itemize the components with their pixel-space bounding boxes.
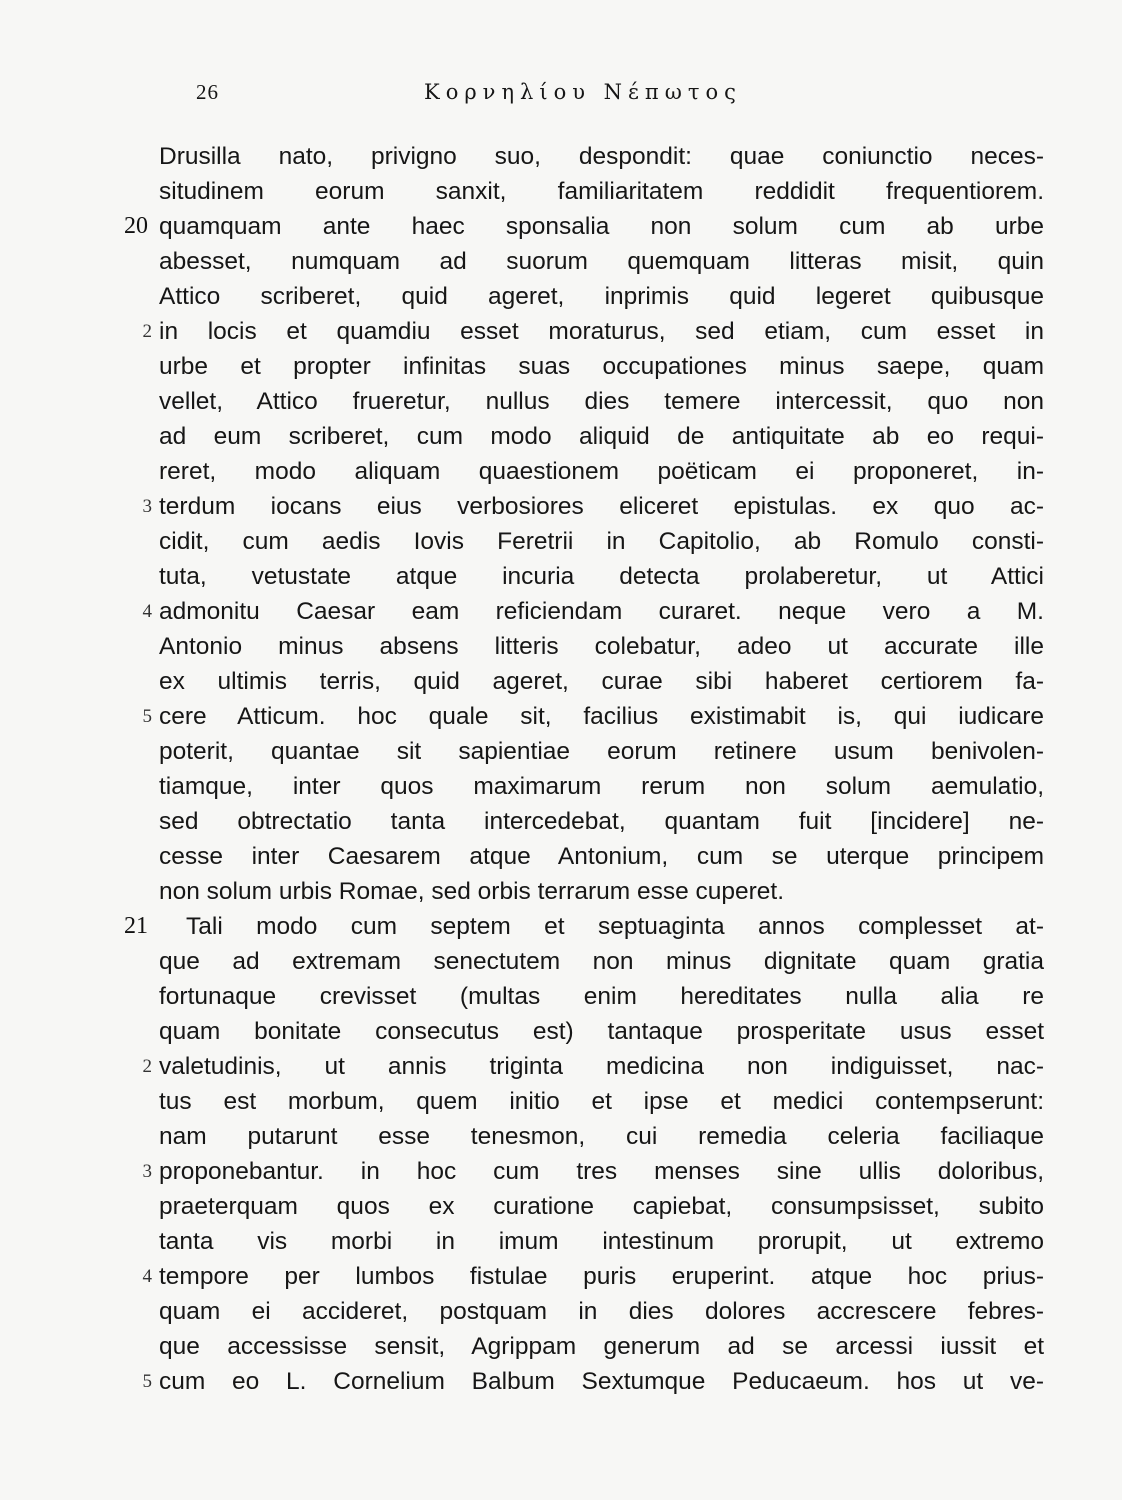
text-line	[0, 209, 1122, 244]
text-line	[0, 139, 1122, 174]
line-text: valetudinis, ut annis triginta medicina non indiguisset, nac-	[159, 1053, 1044, 1080]
line-text: tanta vis morbi in imum intestinum prorupit, ut extremo	[159, 1228, 1044, 1255]
line-text: praeterquam quos ex curatione capiebat, consumpsisset, subito	[159, 1193, 1044, 1220]
line-text: urbe et propter infinitas suas occupationes minus saepe, quam	[159, 353, 1044, 380]
line-text: admonitu Caesar eam reficiendam curaret. neque vero a M.	[159, 598, 1044, 625]
text-line	[0, 1189, 1122, 1224]
line-text: fortunaque crevisset (multas enim hereditates nulla alia re	[159, 983, 1044, 1010]
text-line	[0, 1154, 1122, 1189]
text-line	[0, 1364, 1122, 1399]
line-text: cidit, cum aedis Iovis Feretrii in Capitolio, ab Romulo consti-	[159, 528, 1044, 555]
page-number: 26	[196, 80, 219, 104]
margin-number: 2	[142, 1056, 152, 1077]
line-text: poterit, quantae sit sapientiae eorum retinere usum benivolen-	[159, 738, 1044, 765]
text-line	[0, 874, 1122, 909]
chapter-number: 21	[124, 913, 148, 939]
text-line	[0, 944, 1122, 979]
text-line	[0, 1084, 1122, 1119]
line-text: vellet, Attico frueretur, nullus dies temere intercessit, quo non	[159, 388, 1044, 415]
line-text: tempore per lumbos fistulae puris eruperint. atque hoc prius-	[159, 1263, 1044, 1290]
running-head: Κορνηλίου Νέπωτος	[424, 80, 742, 104]
text-line	[0, 384, 1122, 419]
text-body	[0, 139, 1122, 1399]
text-line	[0, 279, 1122, 314]
margin-number: 3	[142, 496, 152, 517]
line-text: sed obtrectatio tanta intercedebat, quantam fuit [incidere] ne-	[159, 808, 1044, 835]
text-line	[0, 909, 1122, 944]
text-line	[0, 489, 1122, 524]
margin-number: 4	[142, 1266, 152, 1287]
line-text: cesse inter Caesarem atque Antonium, cum se uterque principem	[159, 843, 1044, 870]
margin-number: 5	[142, 706, 152, 727]
text-line	[0, 1014, 1122, 1049]
line-text: terdum iocans eius verbosiores eliceret epistulas. ex quo ac-	[159, 493, 1044, 520]
text-line	[0, 174, 1122, 209]
line-text: ex ultimis terris, quid ageret, curae sibi haberet certiorem fa-	[159, 668, 1044, 695]
line-text: in locis et quamdiu esset moraturus, sed etiam, cum esset in	[159, 318, 1044, 345]
text-line	[0, 1329, 1122, 1364]
text-line	[0, 1119, 1122, 1154]
line-text: tuta, vetustate atque incuria detecta prolaberetur, ut Attici	[159, 563, 1044, 590]
line-text: Drusilla nato, privigno suo, despondit: quae coniunctio neces-	[159, 143, 1044, 170]
text-line	[0, 594, 1122, 629]
line-text: cere Atticum. hoc quale sit, facilius existimabit is, qui iudicare	[159, 703, 1044, 730]
line-text: ad eum scriberet, cum modo aliquid de antiquitate ab eo requi-	[159, 423, 1044, 450]
text-line	[0, 699, 1122, 734]
text-line	[0, 734, 1122, 769]
margin-number: 5	[142, 1371, 152, 1392]
text-line	[0, 454, 1122, 489]
line-text: Tali modo cum septem et septuaginta annos complesset at-	[186, 913, 1044, 940]
chapter-number: 20	[124, 213, 148, 239]
text-line	[0, 769, 1122, 804]
line-text: Attico scriberet, quid ageret, inprimis quid legeret quibusque	[159, 283, 1044, 310]
margin-number: 3	[142, 1161, 152, 1182]
text-line	[0, 1259, 1122, 1294]
text-line	[0, 419, 1122, 454]
text-line	[0, 664, 1122, 699]
text-line	[0, 804, 1122, 839]
text-line	[0, 349, 1122, 384]
line-text: que ad extremam senectutem non minus dignitate quam gratia	[159, 948, 1044, 975]
text-line	[0, 524, 1122, 559]
margin-number: 2	[142, 321, 152, 342]
text-line	[0, 979, 1122, 1014]
text-line	[0, 244, 1122, 279]
line-text: cum eo L. Cornelium Balbum Sextumque Peducaeum. hos ut ve-	[159, 1368, 1044, 1395]
text-line	[0, 1224, 1122, 1259]
line-text: tiamque, inter quos maximarum rerum non solum aemulatio,	[159, 773, 1044, 800]
line-text: que accessisse sensit, Agrippam generum ad se arcessi iussit et	[159, 1333, 1044, 1360]
line-text: quamquam ante haec sponsalia non solum cum ab urbe	[159, 213, 1044, 240]
line-text: proponebantur. in hoc cum tres menses sine ullis doloribus,	[159, 1158, 1044, 1185]
line-text: non solum urbis Romae, sed orbis terrarum esse cuperet.	[159, 878, 785, 905]
line-text: abesset, numquam ad suorum quemquam litteras misit, quin	[159, 248, 1044, 275]
line-text: reret, modo aliquam quaestionem poëticam ei proponeret, in-	[159, 458, 1044, 485]
line-text: situdinem eorum sanxit, familiaritatem reddidit frequentiorem.	[159, 178, 1044, 205]
text-line	[0, 839, 1122, 874]
line-text: Antonio minus absens litteris colebatur, adeo ut accurate ille	[159, 633, 1044, 660]
text-line	[0, 559, 1122, 594]
text-line	[0, 1294, 1122, 1329]
line-text: quam ei accideret, postquam in dies dolores accrescere febres-	[159, 1298, 1044, 1325]
text-line	[0, 629, 1122, 664]
margin-number: 4	[142, 601, 152, 622]
line-text: nam putarunt esse tenesmon, cui remedia celeria faciliaque	[159, 1123, 1044, 1150]
line-text: tus est morbum, quem initio et ipse et medici contempserunt:	[159, 1088, 1044, 1115]
line-text: quam bonitate consecutus est) tantaque prosperitate usus esset	[159, 1018, 1044, 1045]
text-line	[0, 314, 1122, 349]
text-line	[0, 1049, 1122, 1084]
